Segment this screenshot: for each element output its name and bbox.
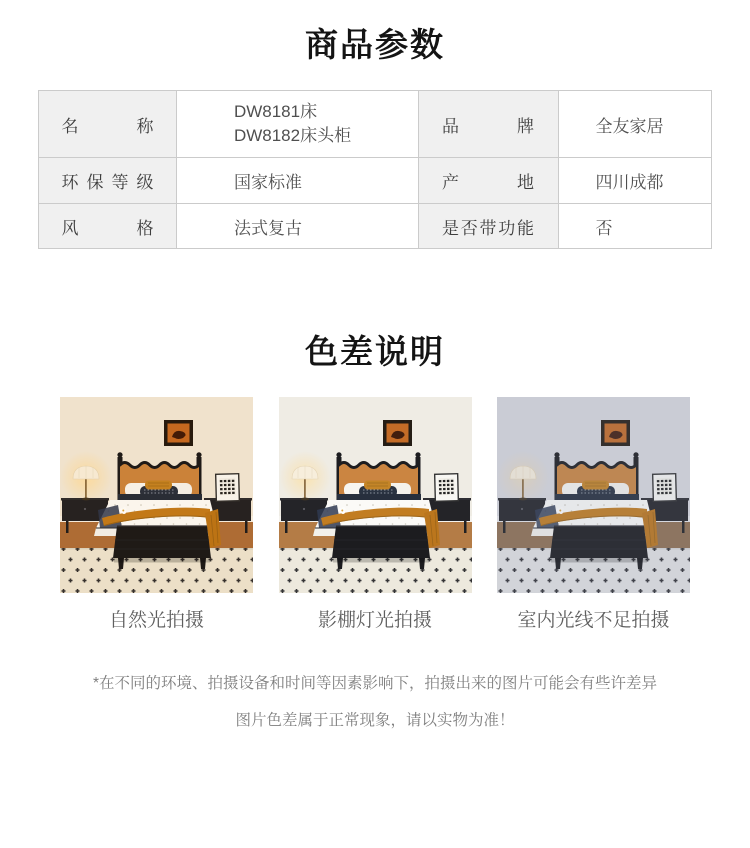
photo-caption: 影棚灯光拍摄 bbox=[317, 610, 432, 631]
table-row bbox=[39, 158, 712, 204]
photo-figure-natural-light bbox=[60, 397, 253, 632]
section-title-color-difference: 色差说明 bbox=[305, 333, 445, 370]
photo-figure-studio-light bbox=[279, 397, 472, 632]
photo-caption: 室内光线不足拍摄 bbox=[517, 610, 670, 631]
photo-figure-dim-light bbox=[497, 397, 690, 632]
param-label-origin: 产 地 bbox=[418, 158, 558, 204]
page-title-product-params: 商品参数 bbox=[305, 26, 445, 63]
bedroom-photo-studio-light bbox=[279, 397, 472, 593]
lighting-photo-strip bbox=[0, 397, 750, 632]
param-value-origin: 四川成都 bbox=[558, 158, 711, 204]
param-value-name: DW8181床 DW8182床头柜 bbox=[176, 91, 418, 158]
table-row bbox=[39, 204, 712, 249]
disclaimer-line: *在不同的环境、拍摄设备和时间等因素影响下，拍摄出来的图片可能会有些许差异 bbox=[92, 675, 658, 692]
param-label-eco-grade: 环保等级 bbox=[39, 158, 177, 204]
param-value-has-function: 否 bbox=[558, 204, 711, 249]
param-label-has-function: 是否带功能 bbox=[418, 204, 558, 249]
bedroom-photo-dim-light bbox=[497, 397, 690, 593]
param-table bbox=[38, 90, 712, 249]
param-value-style: 法式复古 bbox=[176, 204, 418, 249]
photo-caption: 自然光拍摄 bbox=[108, 610, 204, 631]
param-value-brand: 全友家居 bbox=[558, 91, 711, 158]
param-label-brand: 品 牌 bbox=[418, 91, 558, 158]
disclaimer-line: 图片色差属于正常现象，请以实物为准！ bbox=[235, 712, 515, 729]
param-label-style: 风 格 bbox=[39, 204, 177, 249]
color-difference-disclaimer bbox=[0, 665, 750, 739]
bedroom-photo-natural-light bbox=[60, 397, 253, 593]
table-row bbox=[39, 91, 712, 158]
param-label-name: 名 称 bbox=[39, 91, 177, 158]
param-value-eco-grade: 国家标准 bbox=[176, 158, 418, 204]
